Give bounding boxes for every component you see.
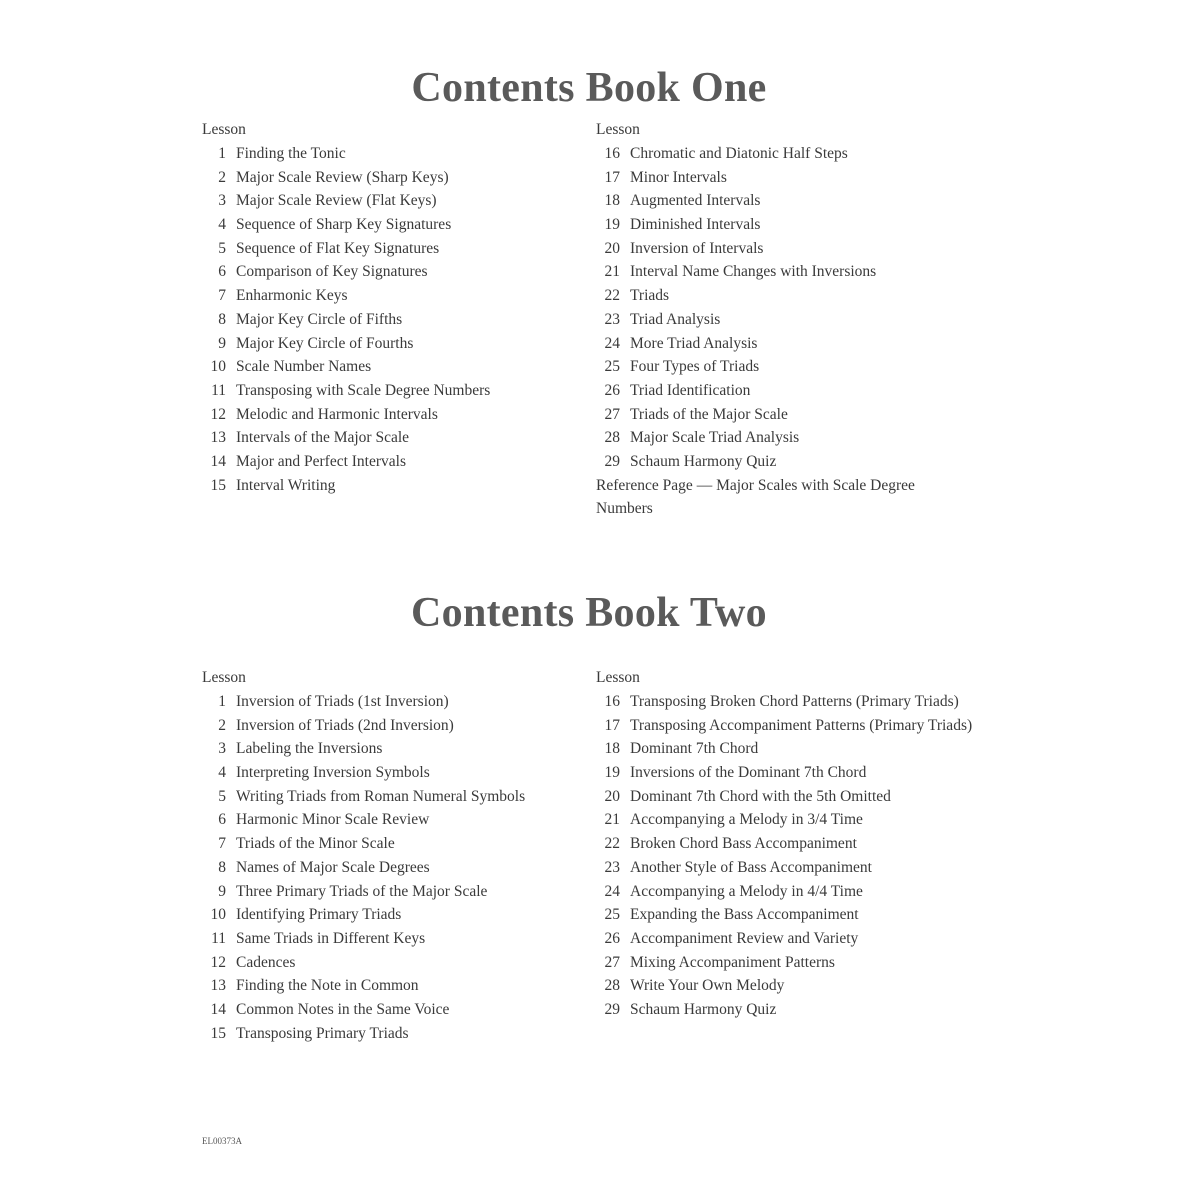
lesson-number: 2 <box>218 168 226 186</box>
lesson-number: 22 <box>604 835 620 853</box>
lesson-number: 15 <box>210 476 226 494</box>
lesson-item <box>596 403 956 427</box>
lesson-title: Four Types of Triads <box>630 358 760 376</box>
lesson-number: 8 <box>218 310 226 328</box>
lesson-item <box>202 237 490 261</box>
lesson-title: Another Style of Bass Accompaniment <box>630 858 872 876</box>
lesson-title: Identifying Primary Triads <box>236 906 402 924</box>
lesson-title: Accompaniment Review and Variety <box>630 929 859 947</box>
lesson-item <box>202 403 490 427</box>
lesson-title: Names of Major Scale Degrees <box>236 858 430 876</box>
lesson-number: 3 <box>218 740 226 758</box>
lesson-number: 21 <box>604 811 620 829</box>
lesson-number: 5 <box>218 239 226 257</box>
lesson-item <box>596 189 956 213</box>
lesson-item <box>202 785 525 809</box>
lesson-item <box>202 260 490 284</box>
lesson-item <box>596 690 972 714</box>
lesson-item <box>202 474 490 498</box>
lesson-number: 26 <box>604 929 620 947</box>
book-two-title: Contents Book Two <box>411 590 767 636</box>
lesson-item <box>202 142 490 166</box>
lesson-item <box>202 832 525 856</box>
lesson-number: 5 <box>218 787 226 805</box>
lesson-title: Same Triads in Different Keys <box>236 929 426 947</box>
lesson-number: 29 <box>604 1000 620 1018</box>
lesson-title: Write Your Own Melody <box>630 977 785 995</box>
lesson-number: 28 <box>604 429 620 447</box>
lesson-number: 17 <box>604 716 620 734</box>
lesson-header: Lesson <box>596 669 640 686</box>
lesson-item <box>596 284 956 308</box>
lesson-number: 23 <box>604 858 620 876</box>
lesson-number: 24 <box>604 882 620 900</box>
lesson-number: 16 <box>604 145 620 162</box>
lesson-number: 25 <box>604 358 620 376</box>
lesson-item <box>596 213 956 237</box>
lesson-item <box>596 880 972 904</box>
lesson-number: 4 <box>218 764 226 782</box>
lesson-number: 21 <box>604 263 620 281</box>
lesson-title: Labeling the Inversions <box>236 740 383 758</box>
lesson-number: 2 <box>218 716 226 734</box>
lesson-title: Major Scale Triad Analysis <box>630 429 800 447</box>
lesson-title: Interpreting Inversion Symbols <box>236 764 430 782</box>
lesson-title: Common Notes in the Same Voice <box>236 1000 450 1018</box>
lesson-item <box>596 927 972 951</box>
catalog-code: EL00373A <box>202 1136 242 1146</box>
lesson-number: 19 <box>604 216 620 234</box>
lesson-item <box>596 714 972 738</box>
lesson-item <box>596 355 956 379</box>
lesson-number: 11 <box>211 929 226 947</box>
lesson-title: Broken Chord Bass Accompaniment <box>630 835 857 853</box>
lesson-title: Inversions of the Dominant 7th Chord <box>630 764 867 782</box>
lesson-item <box>202 308 490 332</box>
lesson-item <box>596 856 972 880</box>
lesson-title: Inversion of Intervals <box>630 239 764 257</box>
lesson-title: Accompanying a Melody in 3/4 Time <box>630 811 863 829</box>
lesson-number: 1 <box>218 693 226 710</box>
lesson-title: Schaum Harmony Quiz <box>630 1000 777 1018</box>
lesson-title: More Triad Analysis <box>630 334 758 352</box>
lesson-title: Augmented Intervals <box>630 192 761 210</box>
lesson-number: 20 <box>604 787 620 805</box>
lesson-item <box>596 998 972 1022</box>
lesson-number: 20 <box>604 239 620 257</box>
lesson-title: Melodic and Harmonic Intervals <box>236 405 438 423</box>
lesson-number: 1 <box>218 145 226 162</box>
lesson-number: 11 <box>211 381 226 399</box>
lesson-item <box>202 379 490 403</box>
lesson-item <box>202 927 525 951</box>
lesson-title: Harmonic Minor Scale Review <box>236 811 430 829</box>
lesson-title: Cadences <box>236 953 296 971</box>
reference-page-entry: Reference Page — Major Scales with Scale Degree Numbers <box>596 476 915 518</box>
lesson-item <box>202 880 525 904</box>
lesson-item <box>202 213 490 237</box>
lesson-title: Triad Analysis <box>630 310 721 328</box>
lesson-item <box>596 785 972 809</box>
lesson-number: 23 <box>604 310 620 328</box>
lesson-item <box>596 808 972 832</box>
lesson-number: 18 <box>604 740 620 758</box>
lesson-title: Inversion of Triads (2nd Inversion) <box>236 716 454 734</box>
lesson-item <box>202 450 490 474</box>
lesson-title: Triad Identification <box>630 381 751 399</box>
lesson-title: Major and Perfect Intervals <box>236 452 407 470</box>
lesson-title: Transposing Accompaniment Patterns (Primary Triads) <box>630 716 973 734</box>
lesson-item <box>202 998 525 1022</box>
lesson-number: 8 <box>218 858 226 876</box>
lesson-title: Enharmonic Keys <box>236 287 348 305</box>
lesson-title: Finding the Note in Common <box>236 977 419 995</box>
lesson-number: 3 <box>218 192 226 210</box>
lesson-number: 4 <box>218 216 226 234</box>
lesson-number: 12 <box>210 405 226 423</box>
lesson-title: Sequence of Sharp Key Signatures <box>236 216 452 234</box>
lesson-title: Sequence of Flat Key Signatures <box>236 239 440 257</box>
lesson-header: Lesson <box>596 121 640 138</box>
lesson-number: 10 <box>210 358 226 376</box>
lesson-item <box>596 832 972 856</box>
lesson-number: 6 <box>218 263 226 281</box>
lesson-item <box>202 332 490 356</box>
lesson-number: 19 <box>604 764 620 782</box>
book-two-right-column <box>596 666 972 1022</box>
lesson-number: 9 <box>218 334 226 352</box>
lesson-number: 12 <box>210 953 226 971</box>
lesson-title: Triads <box>630 287 670 305</box>
lesson-item <box>596 737 972 761</box>
lesson-number: 6 <box>218 811 226 829</box>
lesson-number: 28 <box>604 977 620 995</box>
lesson-item <box>596 450 956 474</box>
lesson-item <box>596 308 956 332</box>
lesson-number: 7 <box>218 287 226 305</box>
lesson-number: 26 <box>604 381 620 399</box>
lesson-item <box>202 808 525 832</box>
lesson-title: Transposing with Scale Degree Numbers <box>236 381 491 399</box>
lesson-title: Dominant 7th Chord <box>630 740 759 758</box>
lesson-item <box>202 189 490 213</box>
lesson-item <box>596 761 972 785</box>
lesson-title: Intervals of the Major Scale <box>236 429 410 447</box>
lesson-title: Mixing Accompaniment Patterns <box>630 953 835 971</box>
lesson-item <box>596 379 956 403</box>
lesson-title: Three Primary Triads of the Major Scale <box>236 882 488 900</box>
lesson-item <box>202 284 490 308</box>
lesson-number: 29 <box>604 452 620 470</box>
lesson-number: 7 <box>218 835 226 853</box>
lesson-title: Minor Intervals <box>630 168 727 186</box>
book-one-title: Contents Book One <box>411 65 767 111</box>
lesson-item <box>202 974 525 998</box>
lesson-title: Inversion of Triads (1st Inversion) <box>236 693 449 710</box>
lesson-title: Transposing Broken Chord Patterns (Primary Triads) <box>630 693 959 710</box>
lesson-header: Lesson <box>202 121 246 138</box>
lesson-title: Major Key Circle of Fourths <box>236 334 414 352</box>
book-two-left-column <box>202 666 525 1045</box>
lesson-item <box>596 951 972 975</box>
lesson-number: 15 <box>210 1024 226 1042</box>
lesson-header: Lesson <box>202 669 246 686</box>
lesson-number: 27 <box>604 953 620 971</box>
lesson-title: Expanding the Bass Accompaniment <box>630 906 859 924</box>
lesson-number: 22 <box>604 287 620 305</box>
lesson-title: Major Scale Review (Sharp Keys) <box>236 168 449 186</box>
lesson-number: 14 <box>210 1000 226 1018</box>
lesson-title: Accompanying a Melody in 4/4 Time <box>630 882 863 900</box>
lesson-item <box>202 737 525 761</box>
lesson-number: 25 <box>604 906 620 924</box>
lesson-number: 13 <box>210 977 226 995</box>
lesson-title: Triads of the Minor Scale <box>236 835 395 853</box>
lesson-number: 9 <box>218 882 226 900</box>
lesson-title: Diminished Intervals <box>630 216 761 234</box>
lesson-item <box>596 166 956 190</box>
lesson-number: 10 <box>210 906 226 924</box>
lesson-title: Writing Triads from Roman Numeral Symbols <box>236 787 526 805</box>
lesson-item <box>202 355 490 379</box>
lesson-title: Scale Number Names <box>236 358 372 376</box>
lesson-item <box>202 690 525 714</box>
lesson-item <box>596 237 956 261</box>
lesson-item <box>202 426 490 450</box>
lesson-title: Major Key Circle of Fifths <box>236 310 403 328</box>
lesson-title: Transposing Primary Triads <box>236 1024 409 1042</box>
lesson-item <box>596 903 972 927</box>
lesson-title: Schaum Harmony Quiz <box>630 452 777 470</box>
lesson-item <box>202 951 525 975</box>
lesson-item <box>596 426 956 450</box>
lesson-number: 24 <box>604 334 620 352</box>
lesson-title: Finding the Tonic <box>236 145 346 162</box>
book-one-right-column <box>596 118 956 521</box>
lesson-item <box>596 142 956 166</box>
lesson-number: 17 <box>604 168 620 186</box>
book-one-left-column <box>202 118 490 497</box>
lesson-title: Dominant 7th Chord with the 5th Omitted <box>630 787 891 805</box>
lesson-title: Triads of the Major Scale <box>630 405 788 423</box>
lesson-number: 16 <box>604 693 620 710</box>
lesson-title: Chromatic and Diatonic Half Steps <box>630 145 848 162</box>
lesson-number: 27 <box>604 405 620 423</box>
lesson-item <box>202 714 525 738</box>
lesson-item <box>202 903 525 927</box>
lesson-title: Interval Name Changes with Inversions <box>630 263 877 281</box>
lesson-item <box>202 1022 525 1046</box>
lesson-item <box>202 761 525 785</box>
lesson-title: Interval Writing <box>236 476 336 494</box>
lesson-item <box>596 332 956 356</box>
lesson-item <box>596 260 956 284</box>
lesson-item <box>596 974 972 998</box>
lesson-number: 13 <box>210 429 226 447</box>
lesson-title: Comparison of Key Signatures <box>236 263 428 281</box>
lesson-number: 14 <box>210 452 226 470</box>
lesson-item <box>202 856 525 880</box>
lesson-number: 18 <box>604 192 620 210</box>
lesson-title: Major Scale Review (Flat Keys) <box>236 192 437 210</box>
lesson-item <box>202 166 490 190</box>
